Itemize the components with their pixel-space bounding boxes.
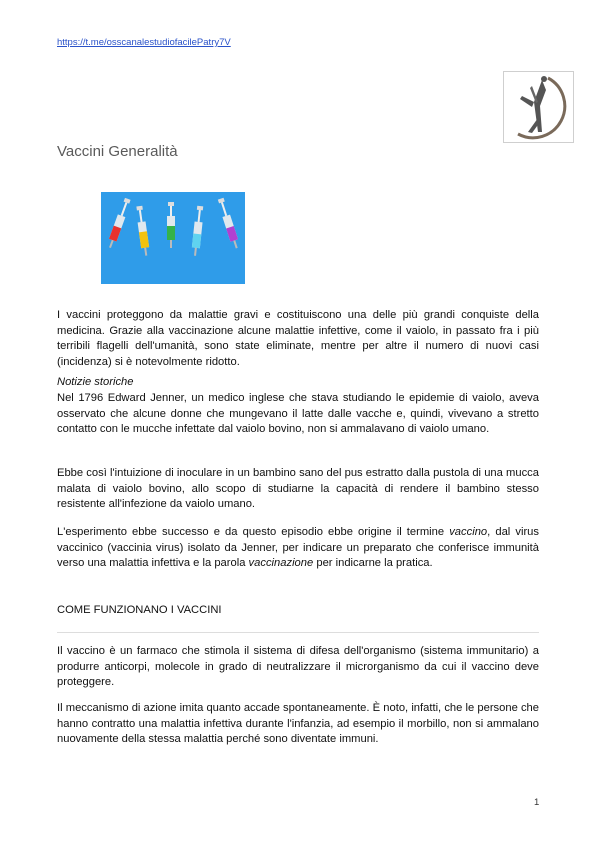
syringes-photo	[101, 192, 245, 284]
intro-paragraph: I vaccini proteggono da malattie gravi e costituiscono una delle più grandi conquiste della medicina. Grazie alla vaccinazione alcune malattie infettive, come il vaiolo, in passato fra i più terribili flagelli dell'umanità, sono state eliminate, mentre per altre il numero di nuovi casi (incidenza) si è notevolmente ridotto.	[57, 309, 539, 368]
history-paragraph-3	[57, 525, 539, 572]
history-3-text-c: per indicarne la pratica.	[313, 557, 433, 570]
section-heading-come-funzionano: COME FUNZIONANO I VACCINI	[57, 604, 222, 616]
section-divider	[57, 632, 539, 633]
term-vaccino: vaccino	[449, 526, 488, 538]
gymnast-silhouette-logo-icon	[504, 72, 573, 142]
function-paragraph-1: Il vaccino è un farmaco che stimola il sistema di difesa dell'organismo (sistema immunitario) a produrre anticorpi, molecole in grado di neutralizzare il microrganismo da cui il vaccino deve proteggere.	[57, 645, 539, 689]
logo-image	[503, 71, 574, 143]
notizie-storiche-heading: Notizie storiche	[57, 376, 134, 388]
page-number: 1	[534, 797, 540, 808]
telegram-link[interactable]: https://t.me/osscanalestudiofacilePatry7V	[57, 37, 231, 48]
history-paragraph-2: Ebbe così l'intuizione di inoculare in un bambino sano del pus estratto dalla pustola di una mucca malata di vaiolo bovino, allo scopo di studiarne la capacità di rendere il bambino stesso resistente all'infezione da vaiolo umano.	[57, 467, 539, 511]
colored-syringes-photo-icon	[101, 192, 245, 284]
history-paragraph-1: Nel 1796 Edward Jenner, un medico inglese che stava studiando le epidemie di vaiolo, aveva osservato che alcune donne che mungevano il latte dalle vacche e, quindi, vivevano a stretto contatto con le mucche infettate dal vaiolo bovino, non si ammalavano di vaiolo umano.	[57, 392, 539, 436]
term-vaccinazione: vaccinazione	[248, 557, 314, 570]
function-paragraph-2: Il meccanismo di azione imita quanto accade spontaneamente. È noto, infatti, che le persone che hanno contratto una malattia infettiva durante l'infanzia, ad esempio il morbillo, non si ammalano nuovamente della stessa malattia perché sono diventate immuni.	[57, 702, 539, 746]
history-3-text-b: , dal virus vaccinico (vaccinia virus) isolato da Jenner, per indicare un preparato che conferisce immunità verso una malattia infettiva e la parola	[57, 526, 539, 570]
history-3-text-a: L'esperimento ebbe successo e da questo episodio ebbe origine il termine	[57, 526, 450, 538]
page-title: Vaccini Generalità	[57, 143, 178, 160]
